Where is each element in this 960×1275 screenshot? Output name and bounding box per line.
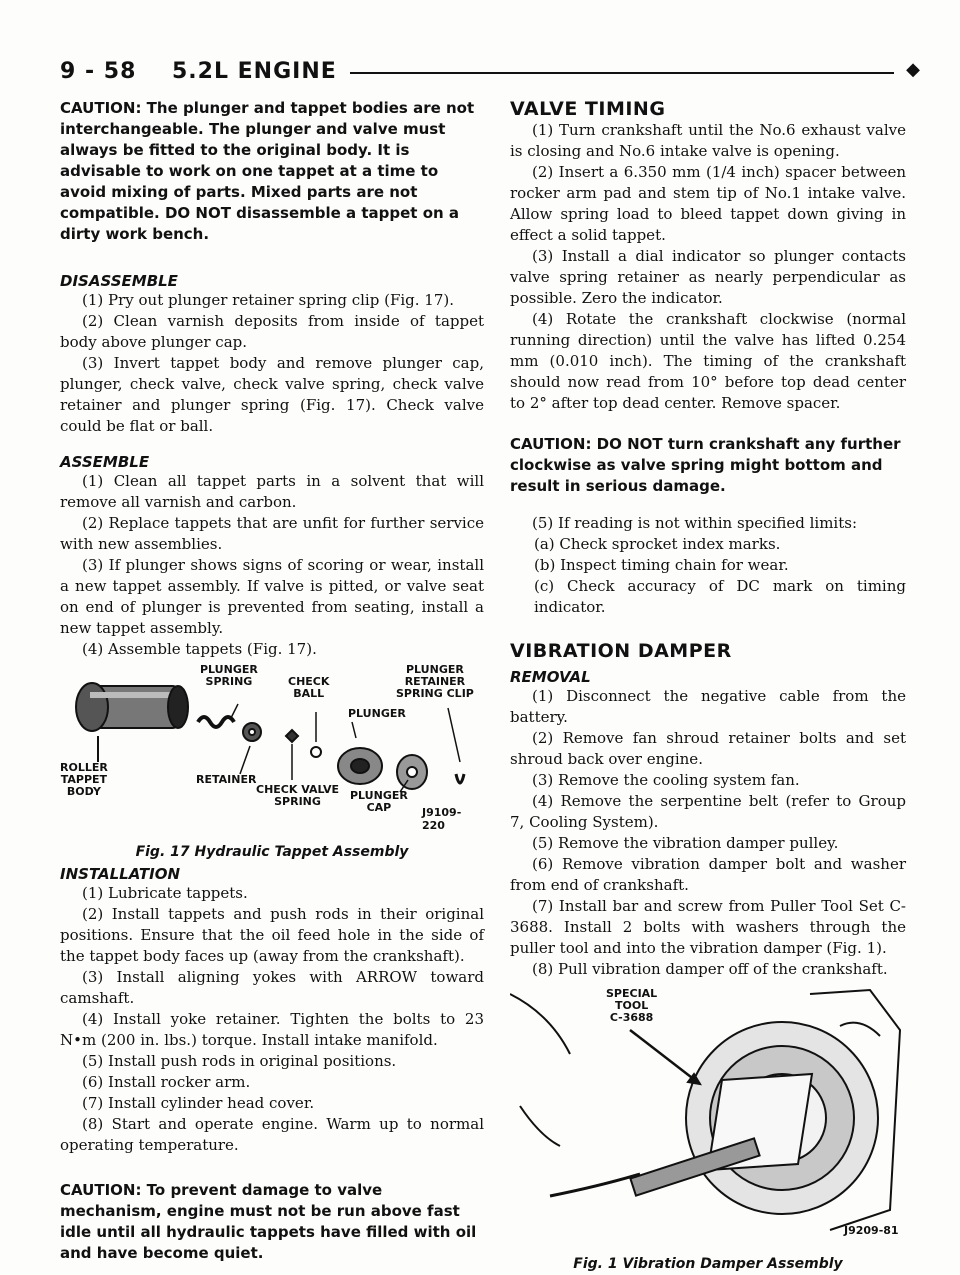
right-column	[510, 98, 906, 1275]
disassemble-step: (2) Clean varnish deposits from inside of tappet body above plunger cap.	[60, 312, 484, 351]
figure-1-caption: Fig. 1 Vibration Damper Assembly	[573, 1256, 843, 1272]
page-header	[60, 57, 920, 93]
assemble-step: (3) If plunger shows signs of scoring or wear, install a new tappet assembly. If valve is pitted, or valve seat on end of plunger is prevented from seating, install a new tappet assembly.	[60, 556, 484, 637]
installation-heading: INSTALLATION	[60, 865, 181, 883]
assemble-step: (1) Clean all tappet parts in a solvent that will remove all varnish and carbon.	[60, 472, 484, 511]
header-rule	[350, 72, 894, 74]
disassemble-step: (3) Invert tappet body and remove plunger cap, plunger, check valve, check valve spring, check valve retainer and plunger spring (Fig. 17). Check valve could be flat or ball.	[60, 354, 484, 435]
installation-step: (3) Install aligning yokes with ARROW toward camshaft.	[60, 968, 484, 1007]
caution-tappet-bodies: CAUTION: The plunger and tappet bodies are not interchangeable. The plunger and valve must always be fitted to the original body. It is advisable to work on one tappet at a time to avoid mixing of parts. Mixed parts are not compatible. DO NOT disassemble a tappet on a dirty work bench.	[60, 99, 475, 243]
left-column	[60, 98, 484, 1264]
label-plunger-retainer-spring-clip: PLUNGER RETAINER SPRING CLIP	[396, 663, 474, 700]
removal-heading: REMOVAL	[510, 668, 591, 686]
label-plunger-cap: PLUNGER CAP	[350, 789, 408, 814]
vibration-damper-heading: VIBRATION DAMPER	[510, 640, 732, 662]
assemble-step: (2) Replace tappets that are unfit for further service with new assemblies.	[60, 514, 484, 553]
figure-code: J9109-220	[422, 806, 462, 832]
removal-step: (8) Pull vibration damper off of the crankshaft.	[532, 960, 888, 978]
removal-step: (6) Remove vibration damper bolt and washer from end of crankshaft.	[510, 855, 906, 894]
valve-timing-step: (3) Install a dial indicator so plunger contacts valve spring retainer as nearly perpendicular as possible. Zero the indicator.	[510, 247, 906, 307]
removal-step: (1) Disconnect the negative cable from the battery.	[510, 687, 906, 726]
removal-step: (7) Install bar and screw from Puller Tool Set C-3688. Install 2 bolts with washers through the puller tool and into the vibration damper (Fig. 1).	[510, 897, 906, 957]
removal-step: (2) Remove fan shroud retainer bolts and set shroud back over engine.	[510, 729, 906, 768]
valve-timing-heading: VALVE TIMING	[510, 98, 666, 120]
disassemble-step: (1) Pry out plunger retainer spring clip (Fig. 17).	[82, 291, 455, 309]
figure-17-tappet-assembly	[60, 662, 484, 834]
label-plunger-spring: PLUNGER SPRING	[200, 663, 258, 688]
assemble-heading: ASSEMBLE	[60, 453, 150, 471]
figure-17-caption: Fig. 17 Hydraulic Tappet Assembly	[135, 844, 409, 860]
label-plunger: PLUNGER	[348, 707, 406, 720]
section-title: 5.2L ENGINE	[172, 59, 337, 84]
diamond-icon: ◆	[906, 59, 920, 80]
label-retainer: RETAINER	[196, 773, 257, 786]
valve-timing-step: (4) Rotate the crankshaft clockwise (normal running direction) until the valve has lifted 0.254 mm (0.010 inch). The timing of the crankshaft should now read from 10° before top dead center to 2° after top dead center. Remove spacer.	[510, 310, 906, 412]
installation-step: (2) Install tappets and push rods in their original positions. Ensure that the oil feed hole in the side of the tappet body faces up (away from the crankshaft).	[60, 905, 484, 965]
page-number: 9 - 58	[60, 59, 137, 84]
label-check-ball: CHECK BALL	[288, 675, 330, 700]
valve-timing-substep: (b) Inspect timing chain for wear.	[534, 556, 789, 574]
vibration-damper-illustration	[510, 986, 906, 1244]
figure-1-vibration-damper	[510, 986, 906, 1244]
installation-step: (1) Lubricate tappets.	[82, 884, 248, 902]
valve-timing-substep: (c) Check accuracy of DC mark on timing indicator.	[534, 577, 906, 616]
label-check-valve-spring: CHECK VALVE SPRING	[256, 783, 340, 808]
installation-step: (5) Install push rods in original positions.	[82, 1052, 397, 1070]
label-roller-tappet-body: ROLLER TAPPET BODY	[60, 761, 108, 798]
disassemble-heading: DISASSEMBLE	[60, 272, 178, 290]
installation-step: (8) Start and operate engine. Warm up to normal operating temperature.	[60, 1115, 484, 1154]
removal-step: (4) Remove the serpentine belt (refer to Group 7, Cooling System).	[510, 792, 906, 831]
valve-timing-substep: (a) Check sprocket index marks.	[534, 535, 781, 553]
removal-step: (3) Remove the cooling system fan.	[532, 771, 800, 789]
valve-timing-step: (5) If reading is not within specified limits:	[532, 514, 858, 532]
valve-timing-step: (2) Insert a 6.350 mm (1/4 inch) spacer between rocker arm pad and stem tip of No.1 intake valve. Allow spring load to bleed tappet down giving in effect a solid tappet.	[510, 163, 906, 244]
installation-step: (6) Install rocker arm.	[82, 1073, 251, 1091]
caution-crankshaft: CAUTION: DO NOT turn crankshaft any further clockwise as valve spring might bottom and result in serious damage.	[510, 435, 901, 495]
valve-timing-step: (1) Turn crankshaft until the No.6 exhaust valve is closing and No.6 intake valve is opening.	[510, 121, 906, 160]
caution-valve-mechanism: CAUTION: To prevent damage to valve mechanism, engine must not be run above fast idle until all hydraulic tappets have filled with oil and have become quiet.	[60, 1181, 477, 1262]
installation-step: (4) Install yoke retainer. Tighten the bolts to 23 N•m (200 in. lbs.) torque. Install intake manifold.	[60, 1010, 484, 1049]
label-special-tool: SPECIAL TOOL C-3688	[606, 987, 658, 1024]
removal-step: (5) Remove the vibration damper pulley.	[532, 834, 839, 852]
figure-code: J9209-81	[844, 1224, 899, 1237]
assemble-step: (4) Assemble tappets (Fig. 17).	[82, 640, 317, 658]
installation-step: (7) Install cylinder head cover.	[82, 1094, 315, 1112]
